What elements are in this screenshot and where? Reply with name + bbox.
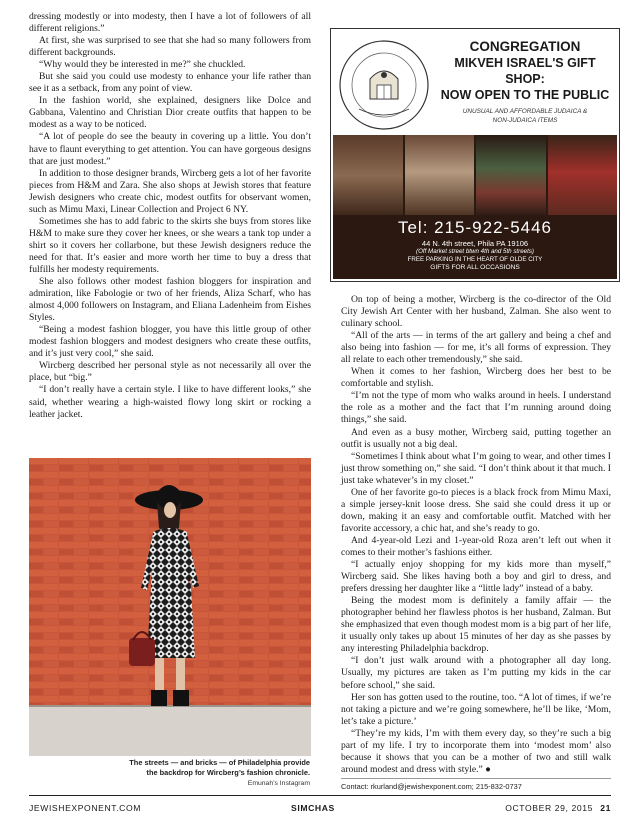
paragraph: “Why would they be interested in me?” she chuckled.: [39, 59, 246, 71]
ad-gifts: GIFTS FOR ALL OCCASIONS: [430, 264, 520, 271]
ad-address: 44 N. 4th street, Phila PA 19106: [421, 239, 529, 248]
article-left-column: [29, 11, 311, 421]
ad-title-line1: CONGREGATION: [469, 39, 581, 54]
footer-date: OCTOBER 29, 2015: [505, 803, 593, 813]
photo-caption-line1: The streets — and bricks — of Philadelphia provide: [129, 758, 310, 767]
paragraph: “I don’t just walk around with a photographer all day long. Usually, my pictures are taken as I’m putting my kids in the car before school,” she said.: [341, 655, 611, 691]
ad-parking: FREE PARKING IN THE HEART OF OLDE CITY: [407, 256, 543, 263]
page-footer: [29, 803, 611, 815]
paragraph: “All of the arts — in terms of the art gallery and being a chef and also being into fashion — for me, it’s all forms of expression. They all relate to each other tremendously,” she said.: [341, 330, 611, 366]
photo-caption: [100, 758, 310, 778]
paragraph: And even as a busy mother, Wircberg said, putting together an outfit is usually not a big deal.: [341, 426, 611, 450]
paragraph: In the fashion world, she explained, designers like Dolce and Gabbana, Valentino and Christian Dior create outfits that happen to be modest as a way to be noticed.: [29, 95, 311, 131]
paragraph: “Being a modest fashion blogger, you have this little group of other modest fashion bloggers and modest designers who create these outfits, and it’s just very cool,” she said.: [29, 324, 311, 360]
paragraph: dressing modestly or into modesty, then I have a lot of followers of all different religions.”: [29, 11, 311, 35]
paragraph: One of her favorite go-to pieces is a black frock from Mimu Maxi, a simple jersey-knit loose dress. She said she could dress it up or down, making it an easy and comfortable outfit. Matched with her favorite accessory, a chic hat, and she’s ready to go.: [341, 486, 611, 534]
ad-photo-wine-bottle: [476, 135, 546, 217]
ad-address-note: (Off Market street btwn 4th and 5th streets): [416, 248, 534, 255]
paragraph: “I’m not the type of mom who walks around in heels. I understand the role as a mother and the fact that I’m running around doing things,” she said.: [341, 390, 611, 426]
paragraph: Being the modest mom is definitely a family affair — the photographer behind her flawless photos is her husband, Zalman. But she emphasized that even though modest mom is a big part of her life, it usually only takes up about 15 minutes of her day as she passes by any interesting Philadelphia backdrop.: [341, 595, 611, 655]
ad-tagline: [435, 107, 615, 125]
ad-photo-jewelry: [548, 135, 618, 217]
ad-title-line2: MIKVEH ISRAEL'S GIFT SHOP:: [454, 56, 596, 86]
photo-caption-line2: the backdrop for Wircberg’s fashion chronicle.: [146, 768, 310, 777]
ad-phone: Tel: 215-922-5446: [397, 218, 553, 237]
footer-rule: [29, 795, 611, 796]
paragraph: And 4-year-old Lezi and 1-year-old Roza aren’t left out when it comes to their mother’s fashions either.: [341, 534, 611, 558]
congregation-seal-logo: [337, 35, 431, 135]
article-right-column: [341, 294, 611, 776]
paragraph: On top of being a mother, Wircberg is the co-director of the Old City Jewish Art Center with her husband, Zalman. She also went to culinary school.: [341, 294, 611, 330]
ad-title: [435, 39, 615, 103]
fashion-photo: [29, 458, 311, 756]
footer-page-number: 21: [600, 803, 611, 813]
paragraph: “A lot of people do see the beauty in covering up a little. You don’t have to flaunt everything to get attention. You can have gorgeous designs that are just modest.”: [29, 131, 311, 167]
paragraph: But she said you could use modesty to enhance your life rather than see it as a setback, from any point of view.: [29, 71, 311, 95]
paragraph: In addition to those designer brands, Wircberg gets a lot of her favorite pieces from H&M and Zara. She also shops at Jewish stores that feature Jewish designers who create chic, modest outfits for observant women, such as Mimu Maxi, Linear Collection and Project 6 NY.: [29, 167, 311, 215]
photo-credit: Emunah’s Instagram: [247, 780, 310, 787]
paragraph: When it comes to her fashion, Wircberg does her best to be comfortable and stylish.: [341, 366, 611, 390]
ad-tagline-line2: NON-JUDAICA ITEMS: [492, 117, 558, 124]
ad-contact-box: [333, 215, 617, 279]
ad-photo-silverware: [405, 135, 475, 217]
paragraph: She also follows other modest fashion bloggers for inspiration and admiration, like Fabologie or two of her friends, Aliza Scharf, who has almost 4,000 followers on Instagram, and Eliana Ladenheim from Eishes Styles.: [29, 276, 311, 324]
footer-site: JEWISHEXPONENT.COM: [29, 803, 142, 813]
ad-tagline-line1: UNUSUAL AND AFFORDABLE JUDAICA &: [462, 108, 588, 115]
ad-title-line3: NOW OPEN TO THE PUBLIC: [440, 88, 610, 102]
ad-photo-candlesticks: [333, 135, 403, 217]
paragraph: Wircberg described her personal style as not necessarily all over the place, but “big.”: [29, 360, 311, 384]
footer-section: SIMCHAS: [291, 803, 335, 813]
paragraph: At first, she was surprised to see that she had so many followers from different backgrounds.: [29, 35, 311, 59]
paragraph: “I actually enjoy shopping for my kids more than myself,” Wircberg said. She likes having both a boy and girl to dress, and prefers dressing her daughter like a “little lady” instead of a baby.: [341, 559, 611, 595]
paragraph: Her son has gotten used to the routine, too. “A lot of times, if we’re not taking a picture and we’re going somewhere, he’ll be like, ‘Mom, let’s take a picture.’: [341, 691, 611, 727]
gift-shop-advertisement: [330, 28, 620, 282]
paragraph: Sometimes she has to add fabric to the skirts she buys from stores like H&M to make sure they cover her knees, or she wears a tank top under a shirt so it covers her collarbone, but these Jewish designers reduce the need for that. It’s easier and more worth her time to buy a dress that fulfills her modesty requirements.: [29, 215, 311, 275]
ad-product-photos: [333, 135, 617, 217]
paragraph: “I don’t really have a certain style. I like to have different looks,” she said, whether wearing a high-waisted flowy long skirt or rocking a leather jacket.: [29, 384, 311, 420]
paragraph: “They’re my kids, I’m with them every day, so they’re such a big part of my life. I try to incorporate them into ‘modest mom’ also because it shows that you can be a mother of two and still walk around modest and dress with style.” ●: [341, 727, 611, 775]
contact-line: Contact: rkurland@jewishexponent.com; 215-832-0737: [341, 778, 611, 791]
paragraph: “Sometimes I think about what I’m going to wear, and other times I just throw something on,” she said. “I don’t think about it that much. I just take whatever’s in my closet.”: [341, 450, 611, 486]
